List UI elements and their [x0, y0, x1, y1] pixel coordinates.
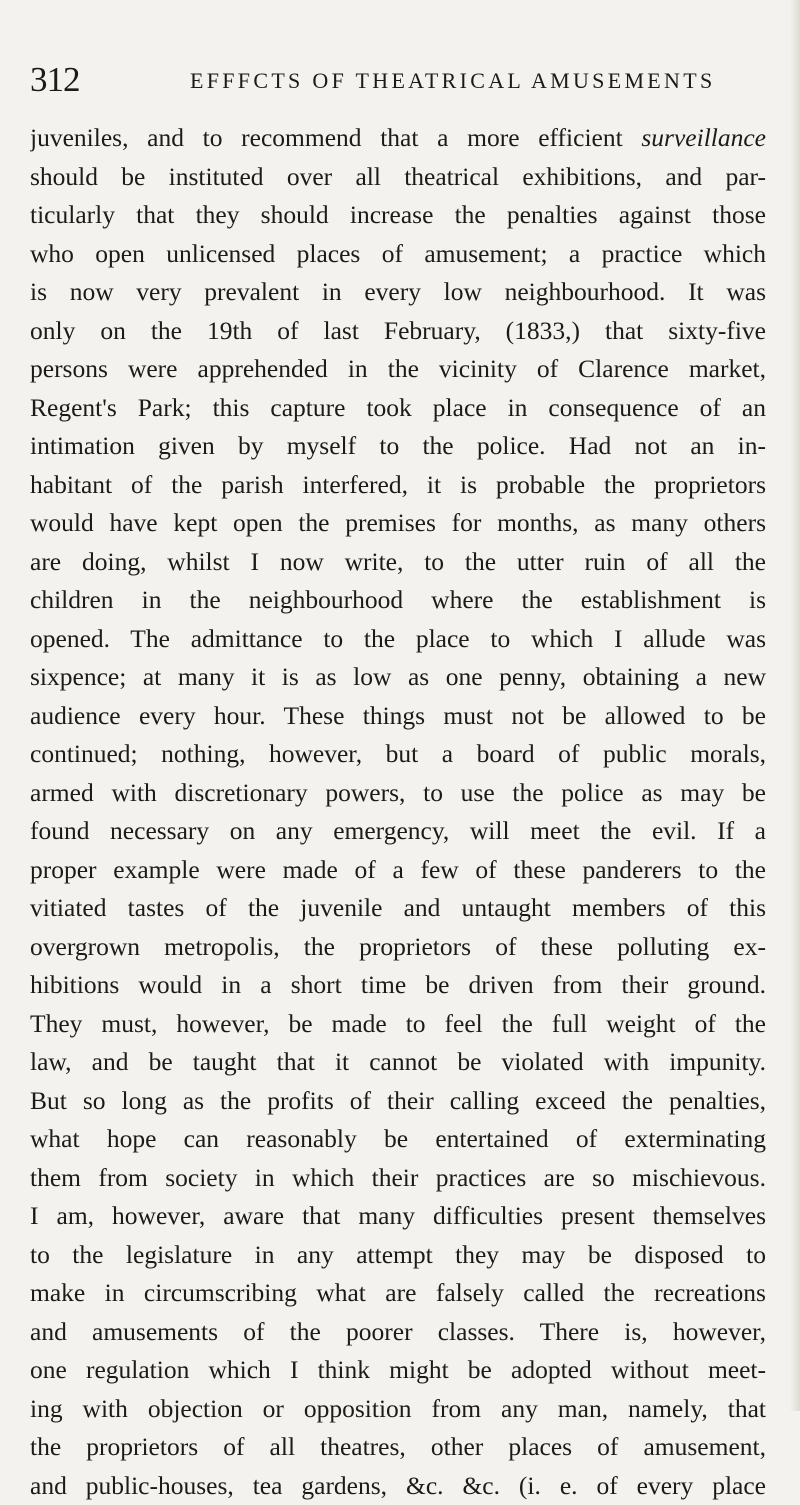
text-line: sixpence; at many it is as low as one penny, obtaining a new — [30, 658, 766, 697]
text-line: overgrown metropolis, the proprietors of these polluting ex- — [30, 928, 766, 967]
page-header — [30, 60, 768, 100]
text-line: proper example were made of a few of these panderers to the — [30, 851, 766, 890]
text-line: them from society in which their practices are so mischievous. — [30, 1159, 766, 1198]
text-line: vitiated tastes of the juvenile and untaught members of this — [30, 889, 766, 928]
text-line: who open unlicensed places of amusement; a practice which — [30, 235, 766, 274]
page-number: 312 — [30, 60, 80, 100]
text-line: ing with objection or opposition from any man, namely, that — [30, 1390, 766, 1429]
text-line: one regulation which I think might be adopted without meet- — [30, 1351, 766, 1390]
text-line: law, and be taught that it cannot be violated with impunity. — [30, 1043, 766, 1082]
text-line: I am, however, aware that many difficulties present themselves — [30, 1197, 766, 1236]
italic-word: surveillance — [641, 123, 766, 152]
text-line: children in the neighbourhood where the establishment is — [30, 581, 766, 620]
text-line: and amusements of the poorer classes. There is, however, — [30, 1313, 766, 1352]
text-line: Regent's Park; this capture took place in consequence of an — [30, 389, 766, 428]
text-line: is now very prevalent in every low neighbourhood. It was — [30, 273, 766, 312]
text-line: and public-houses, tea gardens, &c. &c. (i. e. of every place — [30, 1467, 766, 1505]
text-line — [30, 119, 766, 158]
text-segment: juveniles, and to recommend that a more efficient — [30, 123, 641, 152]
text-line: only on the 19th of last February, (1833,) that sixty-five — [30, 312, 766, 351]
text-line: the proprietors of all theatres, other places of amusement, — [30, 1428, 766, 1467]
text-line: are doing, whilst I now write, to the utter ruin of all the — [30, 543, 766, 582]
text-line: But so long as the profits of their calling exceed the penalties, — [30, 1082, 766, 1121]
running-title: EFFFCTS OF THEATRICAL AMUSEMENTS — [190, 64, 716, 98]
page-edge-shadow — [790, 0, 800, 1411]
text-line: to the legislature in any attempt they may be disposed to — [30, 1236, 766, 1275]
text-line: found necessary on any emergency, will meet the evil. If a — [30, 812, 766, 851]
body-text — [30, 119, 766, 1505]
text-line: make in circumscribing what are falsely called the recreations — [30, 1274, 766, 1313]
text-line: audience every hour. These things must not be allowed to be — [30, 697, 766, 736]
text-line: They must, however, be made to feel the full weight of the — [30, 1005, 766, 1044]
text-line: would have kept open the premises for months, as many others — [30, 504, 766, 543]
text-line: persons were apprehended in the vicinity of Clarence market, — [30, 350, 766, 389]
text-line: what hope can reasonably be entertained of exterminating — [30, 1120, 766, 1159]
text-line: continued; nothing, however, but a board of public morals, — [30, 735, 766, 774]
text-line: opened. The admittance to the place to which I allude was — [30, 620, 766, 659]
text-line: hibitions would in a short time be driven from their ground. — [30, 966, 766, 1005]
text-line: should be instituted over all theatrical exhibitions, and par- — [30, 158, 766, 197]
text-line: ticularly that they should increase the penalties against those — [30, 196, 766, 235]
text-line: intimation given by myself to the police. Had not an in- — [30, 427, 766, 466]
text-line: habitant of the parish interfered, it is probable the proprietors — [30, 466, 766, 505]
text-line: armed with discretionary powers, to use the police as may be — [30, 774, 766, 813]
